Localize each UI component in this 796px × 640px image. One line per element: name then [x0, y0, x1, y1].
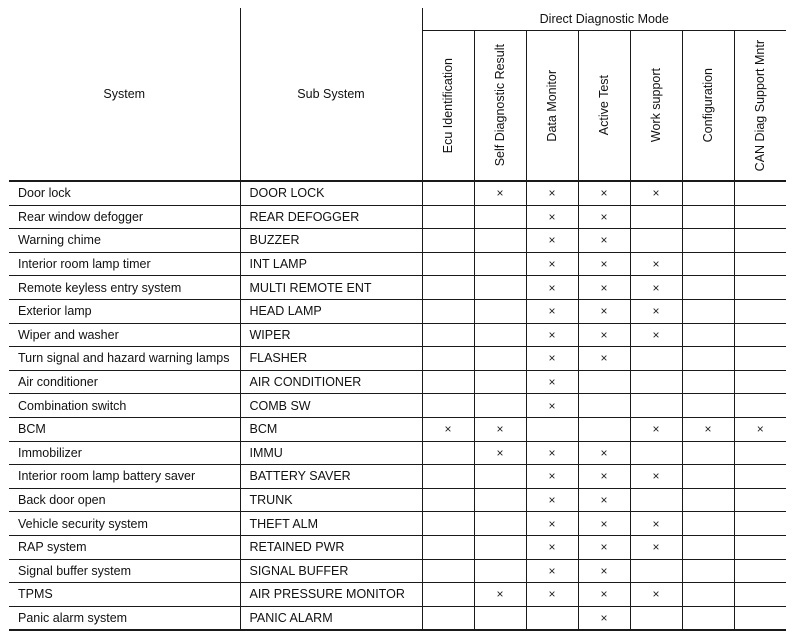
table-row — [9, 323, 786, 347]
cell-mark-supported: × — [526, 465, 578, 489]
cell-mark-empty — [630, 394, 682, 418]
cell-mark-supported: × — [526, 488, 578, 512]
cell-mark-empty — [422, 488, 474, 512]
cell-mark-empty — [422, 181, 474, 205]
cell-mark-supported: × — [526, 276, 578, 300]
cell-system: Panic alarm system — [9, 606, 240, 630]
cell-sub-system: INT LAMP — [240, 252, 422, 276]
cell-mark-empty — [422, 606, 474, 630]
cell-mark-empty — [734, 299, 786, 323]
cell-mark-supported: × — [526, 252, 578, 276]
cell-sub-system: FLASHER — [240, 347, 422, 371]
cell-mark-empty — [422, 252, 474, 276]
table-row — [9, 347, 786, 371]
cell-mark-empty — [682, 299, 734, 323]
cell-mark-supported: × — [526, 181, 578, 205]
cell-system: Wiper and washer — [9, 323, 240, 347]
cell-mark-empty — [474, 252, 526, 276]
cell-mark-supported: × — [578, 181, 630, 205]
cell-mark-empty — [578, 417, 630, 441]
cell-sub-system: SIGNAL BUFFER — [240, 559, 422, 583]
table-row — [9, 276, 786, 300]
header-system: System — [9, 8, 240, 181]
cell-mark-empty — [630, 488, 682, 512]
cell-mark-supported: × — [630, 276, 682, 300]
cell-mark-supported: × — [526, 205, 578, 229]
header-mode-label: Data Monitor — [544, 69, 559, 142]
cell-sub-system: REAR DEFOGGER — [240, 205, 422, 229]
cell-mark-supported: × — [474, 583, 526, 607]
header-mode-4 — [630, 31, 682, 182]
cell-mark-empty — [630, 347, 682, 371]
cell-mark-empty — [422, 276, 474, 300]
cell-mark-supported: × — [578, 559, 630, 583]
cell-mark-empty — [422, 559, 474, 583]
cell-mark-supported: × — [526, 229, 578, 253]
cell-mark-supported: × — [526, 559, 578, 583]
cell-sub-system: AIR CONDITIONER — [240, 370, 422, 394]
cell-sub-system: HEAD LAMP — [240, 299, 422, 323]
cell-mark-supported: × — [474, 441, 526, 465]
cell-mark-empty — [734, 394, 786, 418]
cell-mark-empty — [682, 394, 734, 418]
cell-mark-supported: × — [474, 417, 526, 441]
cell-mark-supported: × — [630, 583, 682, 607]
cell-mark-supported: × — [578, 606, 630, 630]
cell-system: Air conditioner — [9, 370, 240, 394]
cell-sub-system: THEFT ALM — [240, 512, 422, 536]
cell-system: Remote keyless entry system — [9, 276, 240, 300]
cell-mark-empty — [734, 370, 786, 394]
cell-mark-supported: × — [526, 512, 578, 536]
header-mode-label: Ecu Identification — [440, 57, 455, 154]
cell-mark-supported: × — [578, 512, 630, 536]
cell-mark-supported: × — [526, 394, 578, 418]
cell-mark-supported: × — [630, 252, 682, 276]
cell-mark-supported: × — [578, 299, 630, 323]
header-direct-diagnostic-mode: Direct Diagnostic Mode — [422, 8, 786, 31]
cell-mark-supported: × — [474, 181, 526, 205]
cell-sub-system: TRUNK — [240, 488, 422, 512]
cell-mark-supported: × — [630, 512, 682, 536]
cell-mark-empty — [474, 465, 526, 489]
table-row — [9, 299, 786, 323]
cell-mark-empty — [578, 394, 630, 418]
cell-sub-system: BUZZER — [240, 229, 422, 253]
cell-system: TPMS — [9, 583, 240, 607]
cell-system: Warning chime — [9, 229, 240, 253]
cell-mark-empty — [682, 441, 734, 465]
cell-mark-supported: × — [526, 535, 578, 559]
cell-mark-empty — [682, 229, 734, 253]
cell-mark-empty — [734, 488, 786, 512]
cell-sub-system: BATTERY SAVER — [240, 465, 422, 489]
cell-mark-empty — [734, 229, 786, 253]
diagnostic-mode-table — [9, 8, 786, 631]
cell-mark-supported: × — [578, 229, 630, 253]
cell-mark-empty — [630, 559, 682, 583]
cell-system: Signal buffer system — [9, 559, 240, 583]
cell-mark-empty — [630, 205, 682, 229]
cell-mark-empty — [682, 512, 734, 536]
cell-mark-supported: × — [630, 299, 682, 323]
cell-mark-supported: × — [734, 417, 786, 441]
cell-mark-supported: × — [526, 323, 578, 347]
cell-mark-empty — [682, 276, 734, 300]
table-row — [9, 559, 786, 583]
cell-mark-empty — [734, 441, 786, 465]
cell-mark-empty — [422, 394, 474, 418]
cell-mark-empty — [734, 323, 786, 347]
header-mode-5 — [682, 31, 734, 182]
cell-system: Combination switch — [9, 394, 240, 418]
cell-system: Exterior lamp — [9, 299, 240, 323]
cell-mark-supported: × — [578, 583, 630, 607]
cell-mark-empty — [526, 606, 578, 630]
cell-mark-empty — [734, 559, 786, 583]
cell-mark-supported: × — [630, 535, 682, 559]
cell-sub-system: DOOR LOCK — [240, 181, 422, 205]
cell-mark-supported: × — [526, 441, 578, 465]
cell-sub-system: BCM — [240, 417, 422, 441]
cell-sub-system: IMMU — [240, 441, 422, 465]
header-sub-system: Sub System — [240, 8, 422, 181]
header-row-top — [9, 8, 786, 31]
header-mode-label: Configuration — [700, 68, 715, 143]
cell-mark-empty — [474, 488, 526, 512]
cell-mark-empty — [682, 583, 734, 607]
cell-mark-supported: × — [526, 299, 578, 323]
cell-sub-system: MULTI REMOTE ENT — [240, 276, 422, 300]
cell-mark-empty — [526, 417, 578, 441]
cell-mark-empty — [474, 323, 526, 347]
cell-mark-empty — [682, 252, 734, 276]
cell-mark-supported: × — [578, 323, 630, 347]
table-body — [9, 181, 786, 630]
cell-mark-empty — [682, 465, 734, 489]
cell-mark-empty — [474, 606, 526, 630]
cell-mark-empty — [682, 370, 734, 394]
header-mode-label: Active Test — [596, 75, 611, 136]
cell-mark-empty — [682, 347, 734, 371]
table-row — [9, 488, 786, 512]
cell-mark-empty — [734, 465, 786, 489]
cell-system: Immobilizer — [9, 441, 240, 465]
cell-mark-supported: × — [578, 276, 630, 300]
table-row — [9, 512, 786, 536]
table-row — [9, 370, 786, 394]
table-row — [9, 205, 786, 229]
cell-mark-empty — [734, 252, 786, 276]
cell-mark-empty — [682, 181, 734, 205]
header-mode-1 — [474, 31, 526, 182]
cell-mark-supported: × — [526, 347, 578, 371]
cell-sub-system: AIR PRESSURE MONITOR — [240, 583, 422, 607]
cell-mark-empty — [422, 441, 474, 465]
cell-mark-empty — [422, 370, 474, 394]
table-row — [9, 181, 786, 205]
table-row — [9, 465, 786, 489]
cell-mark-empty — [422, 205, 474, 229]
cell-mark-supported: × — [578, 441, 630, 465]
cell-sub-system: COMB SW — [240, 394, 422, 418]
cell-mark-supported: × — [578, 205, 630, 229]
cell-system: Rear window defogger — [9, 205, 240, 229]
table-row — [9, 252, 786, 276]
cell-system: Back door open — [9, 488, 240, 512]
header-mode-3 — [578, 31, 630, 182]
cell-system: Interior room lamp timer — [9, 252, 240, 276]
cell-mark-empty — [682, 205, 734, 229]
cell-sub-system: PANIC ALARM — [240, 606, 422, 630]
cell-mark-supported: × — [630, 181, 682, 205]
cell-mark-empty — [474, 347, 526, 371]
header-mode-label: Self Diagnostic Result — [492, 44, 507, 167]
cell-system: Door lock — [9, 181, 240, 205]
cell-mark-empty — [422, 512, 474, 536]
table-row — [9, 583, 786, 607]
cell-system: Vehicle security system — [9, 512, 240, 536]
table-row — [9, 535, 786, 559]
cell-mark-empty — [422, 583, 474, 607]
table-row — [9, 417, 786, 441]
cell-mark-empty — [734, 606, 786, 630]
cell-mark-empty — [630, 370, 682, 394]
cell-mark-supported: × — [630, 323, 682, 347]
cell-mark-empty — [734, 181, 786, 205]
cell-mark-supported: × — [526, 370, 578, 394]
cell-mark-empty — [474, 394, 526, 418]
table-row — [9, 229, 786, 253]
cell-mark-empty — [422, 465, 474, 489]
cell-mark-empty — [578, 370, 630, 394]
table-row — [9, 606, 786, 630]
cell-mark-empty — [734, 347, 786, 371]
cell-mark-empty — [422, 323, 474, 347]
cell-mark-empty — [422, 347, 474, 371]
cell-mark-empty — [474, 535, 526, 559]
cell-mark-empty — [630, 606, 682, 630]
cell-mark-empty — [734, 276, 786, 300]
cell-mark-supported: × — [578, 347, 630, 371]
cell-system: BCM — [9, 417, 240, 441]
cell-mark-empty — [422, 299, 474, 323]
cell-mark-empty — [630, 441, 682, 465]
cell-mark-empty — [734, 535, 786, 559]
cell-mark-empty — [422, 229, 474, 253]
cell-mark-empty — [734, 205, 786, 229]
cell-mark-supported: × — [526, 583, 578, 607]
cell-mark-supported: × — [682, 417, 734, 441]
header-mode-2 — [526, 31, 578, 182]
header-mode-label: CAN Diag Support Mntr — [753, 39, 767, 172]
cell-mark-empty — [474, 559, 526, 583]
header-mode-6 — [734, 31, 786, 182]
header-mode-label: Work support — [648, 68, 663, 143]
cell-system: Interior room lamp battery saver — [9, 465, 240, 489]
table-row — [9, 394, 786, 418]
cell-mark-supported: × — [578, 465, 630, 489]
cell-mark-supported: × — [578, 252, 630, 276]
cell-mark-empty — [474, 205, 526, 229]
cell-mark-empty — [474, 512, 526, 536]
cell-mark-empty — [682, 323, 734, 347]
cell-mark-supported: × — [630, 465, 682, 489]
cell-mark-empty — [734, 583, 786, 607]
header-mode-0 — [422, 31, 474, 182]
cell-mark-empty — [422, 535, 474, 559]
cell-mark-empty — [474, 299, 526, 323]
cell-mark-supported: × — [578, 535, 630, 559]
cell-system: RAP system — [9, 535, 240, 559]
cell-mark-empty — [734, 512, 786, 536]
cell-mark-empty — [682, 535, 734, 559]
cell-mark-empty — [474, 370, 526, 394]
cell-mark-supported: × — [422, 417, 474, 441]
cell-mark-supported: × — [578, 488, 630, 512]
cell-mark-empty — [682, 488, 734, 512]
table-row — [9, 441, 786, 465]
cell-mark-empty — [682, 559, 734, 583]
cell-mark-empty — [474, 276, 526, 300]
cell-mark-empty — [630, 229, 682, 253]
cell-sub-system: WIPER — [240, 323, 422, 347]
cell-sub-system: RETAINED PWR — [240, 535, 422, 559]
cell-mark-supported: × — [630, 417, 682, 441]
cell-system: Turn signal and hazard warning lamps — [9, 347, 240, 371]
cell-mark-empty — [682, 606, 734, 630]
table-header — [9, 8, 786, 181]
cell-mark-empty — [474, 229, 526, 253]
